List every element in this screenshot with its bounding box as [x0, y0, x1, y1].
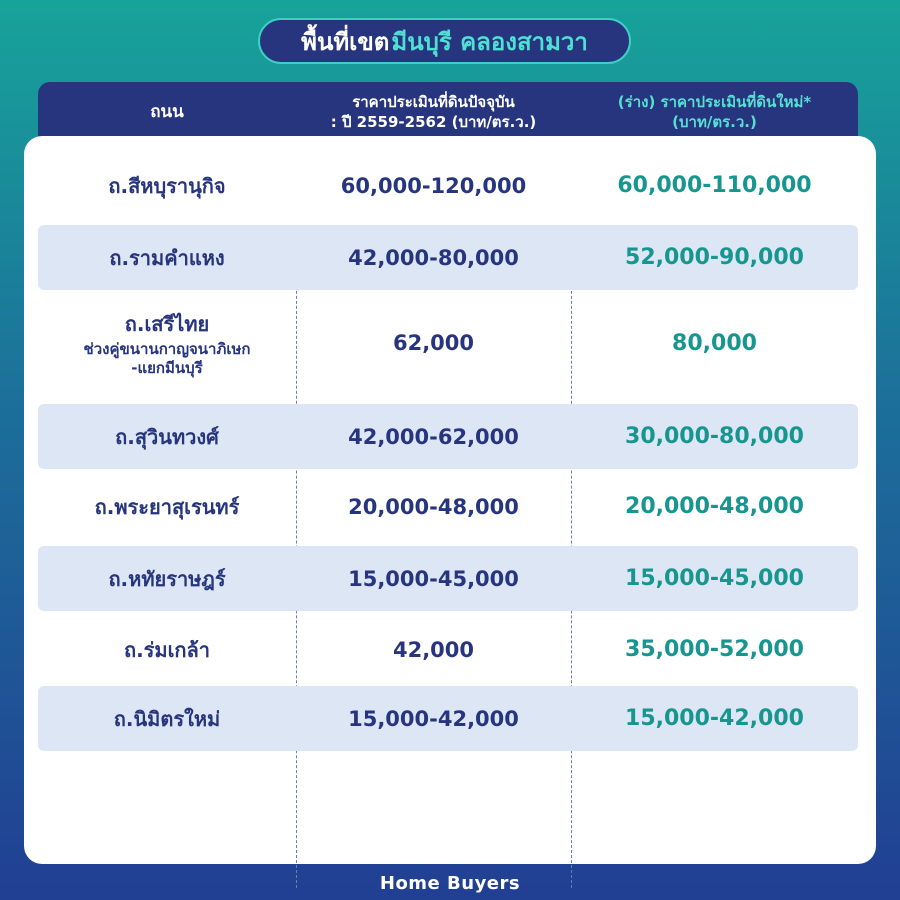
road-name: ถ.ร่มเกล้า	[123, 637, 211, 662]
road-name: ถ.สุวินทวงศ์	[115, 424, 219, 449]
new-price: 35,000-52,000	[625, 637, 804, 662]
current-price: 42,000-62,000	[348, 424, 519, 449]
new-price: 15,000-45,000	[625, 566, 804, 591]
table-row	[38, 686, 858, 751]
table-row	[38, 225, 858, 290]
price-table	[24, 136, 876, 864]
table-row	[38, 474, 858, 539]
new-price: 60,000-110,000	[617, 173, 812, 198]
current-price: 15,000-45,000	[348, 566, 519, 591]
table-row	[38, 404, 858, 469]
current-price: 62,000	[392, 331, 475, 355]
header-road: ถนน	[150, 102, 184, 122]
new-price: 20,000-48,000	[625, 494, 804, 519]
header-current-line2: : ปี 2559-2562 (บาท/ตร.ว.)	[330, 113, 537, 131]
new-price: 30,000-80,000	[625, 424, 804, 449]
table-row	[38, 302, 858, 384]
title-accent: มีนบุรี คลองสามวา	[391, 27, 588, 56]
road-name: ถ.สีหบุรานุกิจ	[108, 173, 226, 198]
road-name: ถ.นิมิตรใหม่	[113, 706, 221, 731]
road-name-group	[38, 302, 296, 384]
road-name: ถ.รามคำแหง	[109, 245, 225, 270]
current-price: 20,000-48,000	[348, 494, 519, 519]
current-price: 42,000-80,000	[348, 245, 519, 270]
header-new-line2: (บาท/ตร.ว.)	[672, 113, 757, 131]
new-price: 52,000-90,000	[625, 245, 804, 270]
table-row	[38, 153, 858, 218]
road-name: ถ.หทัยราษฎร์	[108, 566, 226, 591]
current-price: 60,000-120,000	[340, 173, 527, 198]
new-price: 80,000	[672, 330, 757, 356]
header-new-line1: (ร่าง) ราคาประเมินที่ดินใหม่*	[617, 93, 812, 111]
table-row	[38, 617, 858, 682]
new-price: 15,000-42,000	[625, 706, 804, 731]
road-segment-line1: ช่วงคู่ขนานกาญจนาภิเษก	[83, 340, 251, 358]
current-price: 15,000-42,000	[348, 706, 519, 731]
current-price: 42,000	[392, 637, 475, 662]
road-name: ถ.เสรีไทย	[124, 312, 210, 336]
header-new-price	[571, 82, 858, 142]
table-row	[38, 546, 858, 611]
header-current-price	[296, 82, 571, 142]
brand-logo: Home Buyers	[379, 872, 521, 894]
road-name: ถ.พระยาสุเรนทร์	[94, 494, 240, 519]
page-title	[258, 18, 631, 64]
title-main: พื้นที่เขต	[301, 27, 390, 56]
road-segment-line2: -แยกมีนบุรี	[131, 359, 203, 377]
header-current-line1: ราคาประเมินที่ดินปัจจุบัน	[352, 93, 515, 111]
